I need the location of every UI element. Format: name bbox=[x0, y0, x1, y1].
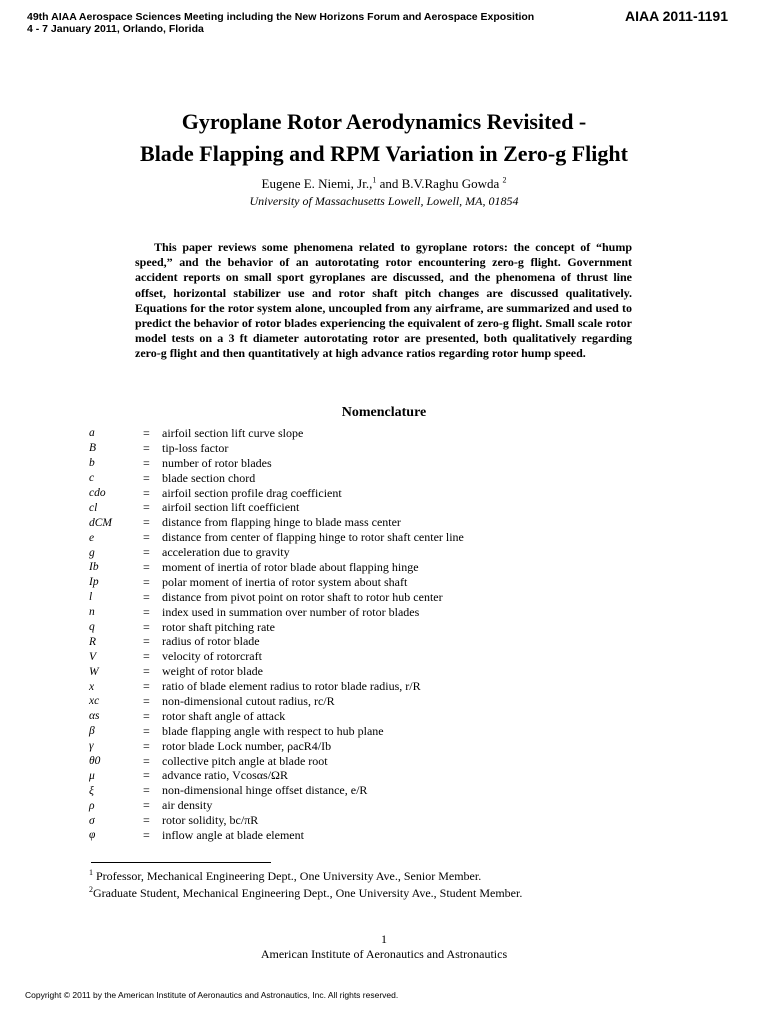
nomenclature-definition: weight of rotor blade bbox=[162, 664, 263, 679]
nomenclature-equals: = bbox=[143, 545, 150, 560]
nomenclature-symbol: xc bbox=[89, 695, 100, 708]
author-1-footnote-mark: 1 bbox=[372, 175, 377, 185]
nomenclature-definition: radius of rotor blade bbox=[162, 634, 260, 649]
nomenclature-symbol: φ bbox=[89, 829, 96, 842]
nomenclature-equals: = bbox=[143, 723, 150, 738]
nomenclature-definition: airfoil section profile drag coefficient bbox=[162, 485, 342, 500]
conference-line-1: 49th AIAA Aerospace Sciences Meeting including the New Horizons Forum and Aerospace Exposition bbox=[27, 11, 535, 23]
nomenclature-row bbox=[89, 590, 649, 605]
nomenclature-definition: moment of inertia of rotor blade about flapping hinge bbox=[162, 559, 419, 574]
nomenclature-row bbox=[89, 471, 649, 486]
nomenclature-definition: air density bbox=[162, 798, 213, 813]
nomenclature-equals: = bbox=[143, 768, 150, 783]
nomenclature-symbol: B bbox=[89, 442, 97, 455]
nomenclature-equals: = bbox=[143, 530, 150, 545]
nomenclature-definition: inflow angle at blade element bbox=[162, 828, 304, 842]
nomenclature-row bbox=[89, 664, 649, 679]
nomenclature-row bbox=[89, 456, 649, 471]
nomenclature-definition: index used in summation over number of rotor blades bbox=[162, 604, 420, 619]
nomenclature-equals: = bbox=[143, 574, 150, 589]
nomenclature-equals: = bbox=[143, 738, 150, 753]
nomenclature-definition: blade section chord bbox=[162, 470, 256, 485]
nomenclature-symbol: ρ bbox=[89, 799, 95, 812]
nomenclature-definition: rotor blade Lock number, ρacR4/Ib bbox=[162, 738, 332, 753]
nomenclature-symbol: ξ bbox=[89, 784, 94, 797]
conference-line-2: 4 - 7 January 2011, Orlando, Florida bbox=[27, 23, 204, 35]
footnotes bbox=[89, 868, 522, 902]
nomenclature-symbol: q bbox=[89, 621, 95, 634]
nomenclature-equals: = bbox=[143, 649, 150, 664]
nomenclature-row bbox=[89, 768, 649, 783]
nomenclature-definition: non-dimensional cutout radius, rc/R bbox=[162, 693, 335, 708]
nomenclature-equals: = bbox=[143, 604, 150, 619]
nomenclature-row bbox=[89, 560, 649, 575]
nomenclature-definition: non-dimensional hinge offset distance, e/R bbox=[162, 783, 368, 798]
title-line-1: Gyroplane Rotor Aerodynamics Revisited - bbox=[181, 109, 587, 134]
nomenclature-equals: = bbox=[143, 485, 150, 500]
nomenclature-definition: rotor shaft angle of attack bbox=[162, 708, 286, 723]
nomenclature-equals: = bbox=[143, 619, 150, 634]
nomenclature-symbol: x bbox=[89, 680, 95, 693]
nomenclature-definition: ratio of blade element radius to rotor blade radius, r/R bbox=[162, 679, 421, 694]
nomenclature-equals: = bbox=[143, 500, 150, 515]
paper-id: AIAA 2011-1191 bbox=[625, 8, 728, 24]
nomenclature-row bbox=[89, 798, 649, 813]
nomenclature-definition: distance from pivot point on rotor shaft to rotor hub center bbox=[162, 589, 443, 604]
nomenclature-symbol: W bbox=[89, 665, 99, 678]
nomenclature-definition: distance from flapping hinge to blade mass center bbox=[162, 515, 401, 530]
paper-title bbox=[0, 106, 768, 170]
nomenclature-equals: = bbox=[143, 589, 150, 604]
nomenclature-symbol: b bbox=[89, 457, 95, 470]
organization-footer: American Institute of Aeronautics and Astronautics bbox=[260, 947, 508, 961]
nomenclature-heading: Nomenclature bbox=[341, 405, 427, 420]
footnote-1-mark: 1 bbox=[89, 868, 93, 877]
nomenclature-symbol: αs bbox=[89, 710, 100, 723]
nomenclature-equals: = bbox=[143, 828, 150, 842]
title-line-2: Blade Flapping and RPM Variation in Zero-g Flight bbox=[140, 141, 628, 166]
nomenclature-row bbox=[89, 620, 649, 635]
footnote-2-text: Graduate Student, Mechanical Engineering Dept., One University Ave., Student Member. bbox=[93, 886, 523, 900]
author-conjunction: and B.V.Raghu Gowda bbox=[376, 176, 503, 191]
author-1: Eugene E. Niemi, Jr., bbox=[261, 176, 373, 191]
nomenclature-symbol: V bbox=[89, 650, 97, 663]
nomenclature-definition: polar moment of inertia of rotor system about shaft bbox=[162, 574, 408, 589]
nomenclature-row bbox=[89, 500, 649, 515]
nomenclature-symbol: β bbox=[89, 725, 95, 738]
nomenclature-symbol: σ bbox=[89, 814, 95, 827]
nomenclature-symbol: e bbox=[89, 531, 95, 544]
nomenclature-row bbox=[89, 754, 649, 769]
page-number: 1 bbox=[381, 932, 387, 946]
nomenclature-equals: = bbox=[143, 515, 150, 530]
nomenclature-definition: airfoil section lift coefficient bbox=[162, 500, 300, 515]
footnote-rule bbox=[91, 862, 271, 863]
nomenclature-definition: advance ratio, Vcosαs/ΩR bbox=[162, 768, 288, 783]
nomenclature-definition: tip-loss factor bbox=[162, 440, 229, 455]
nomenclature-row bbox=[89, 739, 649, 754]
nomenclature-equals: = bbox=[143, 425, 150, 440]
nomenclature-equals: = bbox=[143, 440, 150, 455]
nomenclature-symbol: a bbox=[89, 427, 95, 440]
nomenclature-row bbox=[89, 426, 649, 441]
nomenclature-equals: = bbox=[143, 783, 150, 798]
nomenclature-definition: blade flapping angle with respect to hub plane bbox=[162, 723, 384, 738]
nomenclature-equals: = bbox=[143, 813, 150, 828]
nomenclature-row bbox=[89, 783, 649, 798]
nomenclature-row bbox=[89, 486, 649, 501]
nomenclature-row bbox=[89, 605, 649, 620]
nomenclature-row bbox=[89, 515, 649, 530]
nomenclature-definition: acceleration due to gravity bbox=[162, 545, 290, 560]
author-2-footnote-mark: 2 bbox=[502, 175, 507, 185]
nomenclature-row bbox=[89, 545, 649, 560]
nomenclature-symbol: γ bbox=[89, 740, 94, 753]
nomenclature-symbol: μ bbox=[89, 769, 95, 782]
nomenclature-row bbox=[89, 679, 649, 694]
affiliation: University of Massachusetts Lowell, Lowell, MA, 01854 bbox=[249, 194, 519, 208]
nomenclature-symbol: dCM bbox=[89, 516, 112, 529]
nomenclature-symbol: R bbox=[89, 635, 97, 648]
abstract: This paper reviews some phenomena related to gyroplane rotors: the concept of “hump speed,” and the behavior of an autorotating rotor encountering zero-g flight. Government accident reports on small sport gyroplanes are discussed, and the phenomena of thrust line offset, horizontal stabilizer use and rotor shaft pitch changes are discussed qualitatively. Equations for the rotor system alone, uncoupled from any airframe, are summarized and used to predict the behavior of rotor blades experiencing the equivalent of zero-g flight. Small scale rotor model tests on a 3 ft diameter autorotating rotor are presented, both qualitatively regarding zero-g flight and then quantitatively at high advance ratios regarding rotor hump speed. bbox=[135, 240, 632, 361]
nomenclature-equals: = bbox=[143, 559, 150, 574]
nomenclature-row bbox=[89, 709, 649, 724]
footnote-2-mark: 2 bbox=[89, 885, 93, 894]
nomenclature-equals: = bbox=[143, 634, 150, 649]
footnote-1 bbox=[89, 868, 522, 885]
nomenclature-row bbox=[89, 694, 649, 709]
footnote-2 bbox=[89, 885, 522, 902]
nomenclature-definition: rotor shaft pitching rate bbox=[162, 619, 275, 634]
nomenclature-symbol: cdo bbox=[89, 487, 106, 499]
nomenclature-equals: = bbox=[143, 664, 150, 679]
nomenclature-row bbox=[89, 828, 649, 843]
nomenclature-row bbox=[89, 649, 649, 664]
nomenclature-symbol: Ip bbox=[89, 576, 99, 589]
nomenclature-symbol: c bbox=[89, 472, 95, 485]
footnote-1-text: Professor, Mechanical Engineering Dept., One University Ave., Senior Member. bbox=[93, 869, 482, 883]
nomenclature-symbol: θ0 bbox=[89, 755, 101, 768]
nomenclature-definition: rotor solidity, bc/πR bbox=[162, 813, 259, 828]
nomenclature-row bbox=[89, 441, 649, 456]
copyright-notice: Copyright © 2011 by the American Institute of Aeronautics and Astronautics, Inc. All rights reserved. bbox=[25, 990, 399, 1000]
nomenclature-equals: = bbox=[143, 753, 150, 768]
nomenclature-definition: distance from center of flapping hinge to rotor shaft center line bbox=[162, 530, 464, 545]
nomenclature-row bbox=[89, 724, 649, 739]
nomenclature-equals: = bbox=[143, 679, 150, 694]
nomenclature-symbol: n bbox=[89, 606, 95, 619]
nomenclature-symbol: Ib bbox=[89, 561, 99, 574]
nomenclature-symbol: cl bbox=[89, 501, 98, 514]
nomenclature-equals: = bbox=[143, 708, 150, 723]
conference-header bbox=[27, 11, 534, 35]
nomenclature-equals: = bbox=[143, 798, 150, 813]
nomenclature-definition: velocity of rotorcraft bbox=[162, 649, 262, 664]
nomenclature-definition: airfoil section lift curve slope bbox=[162, 425, 304, 440]
nomenclature-equals: = bbox=[143, 693, 150, 708]
nomenclature-list bbox=[89, 426, 649, 843]
nomenclature-definition: collective pitch angle at blade root bbox=[162, 753, 328, 768]
nomenclature-row bbox=[89, 575, 649, 590]
nomenclature-row bbox=[89, 530, 649, 545]
nomenclature-row bbox=[89, 813, 649, 828]
nomenclature-symbol: l bbox=[89, 591, 93, 604]
author-line bbox=[0, 176, 768, 192]
nomenclature-row bbox=[89, 634, 649, 649]
nomenclature-definition: number of rotor blades bbox=[162, 455, 272, 470]
nomenclature-equals: = bbox=[143, 455, 150, 470]
nomenclature-equals: = bbox=[143, 470, 150, 485]
nomenclature-symbol: g bbox=[89, 546, 95, 559]
